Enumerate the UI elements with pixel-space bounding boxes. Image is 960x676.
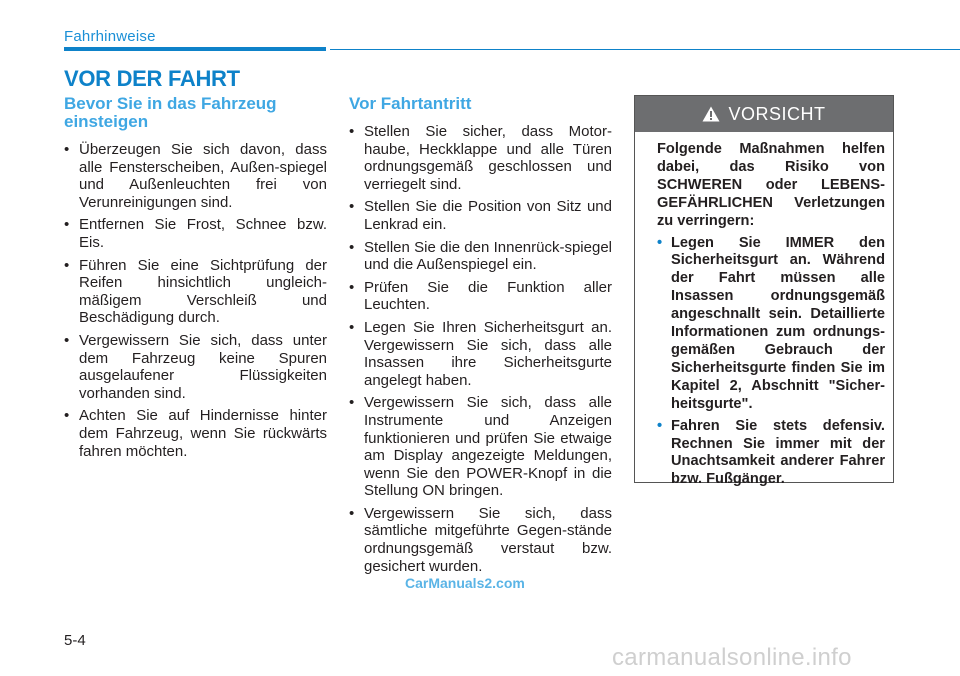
list-item: • Stellen Sie die den Innenrück-spiegel und die Außenspiegel ein. [349,239,612,274]
warning-triangle-icon [702,106,720,122]
list-item: • Stellen Sie die Position von Sitz und Lenkrad ein. [349,198,612,233]
column1-heading: Bevor Sie in das Fahrzeug einsteigen [64,94,277,131]
caution-header [635,96,893,132]
page-title: VOR DER FAHRT [64,66,240,91]
caution-list [657,235,885,490]
column2-list [349,123,612,575]
list-item: • Legen Sie IMMER den Sicherheitsgurt an. Während der Fahrt müssen alle Insassen ordnungsgemäß angeschnallt sein. Detaillierte Informationen zum ordnungs-gemäßen Gebrauch der Sicherheitsgurte finden Sie im Kapitel 2, Abschnitt "Sicher-heitsgurte". [657,235,885,414]
caution-box [634,95,894,488]
watermark: CarManuals2.com [405,575,525,591]
list-item: • Prüfen Sie die Funktion aller Leuchten. [349,279,612,314]
section-label: Fahrhinweise [64,28,156,45]
list-item: • Vergewissern Sie sich, dass sämtliche mitgeführte Gegen-stände ordnungsgemäß verstaut bzw. gesichert wurden. [349,505,612,575]
list-item: • Stellen Sie sicher, dass Motor-haube, Heckklappe und alle Türen ordnungsgemäß geschlossen und verriegelt sind. [349,123,612,193]
caution-intro: Folgende Maßnahmen helfen dabei, das Risiko von SCHWEREN oder LEBENS-GEFÄHRLICHEN Verletzungen zu verringern: [657,141,885,229]
caution-body [635,132,893,489]
list-item: • Entfernen Sie Frost, Schnee bzw. Eis. [64,216,327,251]
list-item: • Fahren Sie stets defensiv. Rechnen Sie immer mit der Unachtsamkeit anderer Fahrer bzw. Fußgänger. [657,418,885,490]
list-item: • Legen Sie Ihren Sicherheitsgurt an. Vergewissern Sie sich, dass alle Insassen ihre Sicherheitsgurte angelegt haben. [349,319,612,389]
header-rule-thick [64,47,326,51]
column-before-entering [64,95,327,465]
list-item: • Überzeugen Sie sich davon, dass alle Fensterscheiben, Außen-spiegel und Außenleuchten frei von Verunreinigungen sind. [64,141,327,211]
header-rule-thin [330,49,960,50]
list-item: • Vergewissern Sie sich, dass unter dem Fahrzeug keine Spuren ausgelaufener Flüssigkeiten vorhanden sind. [64,332,327,402]
column1-list [64,141,327,460]
footer-watermark: carmanualsonline.info [612,644,852,671]
list-item: • Achten Sie auf Hindernisse hinter dem Fahrzeug, wenn Sie rückwärts fahren möchten. [64,407,327,460]
caution-title: VORSICHT [728,103,826,124]
column2-heading: Vor Fahrtantritt [349,94,472,113]
column-before-driving [349,95,612,580]
list-item: • Führen Sie eine Sichtprüfung der Reifen hinsichtlich ungleich-mäßigem Verschleiß und Beschädigung durch. [64,257,327,327]
page-number: 5-4 [64,632,86,649]
list-item: • Vergewissern Sie sich, dass alle Instrumente und Anzeigen funktionieren und prüfen Sie etwaige am Display angezeigte Meldungen, wenn Sie den POWER-Knopf in die Stellung ON bringen. [349,394,612,500]
